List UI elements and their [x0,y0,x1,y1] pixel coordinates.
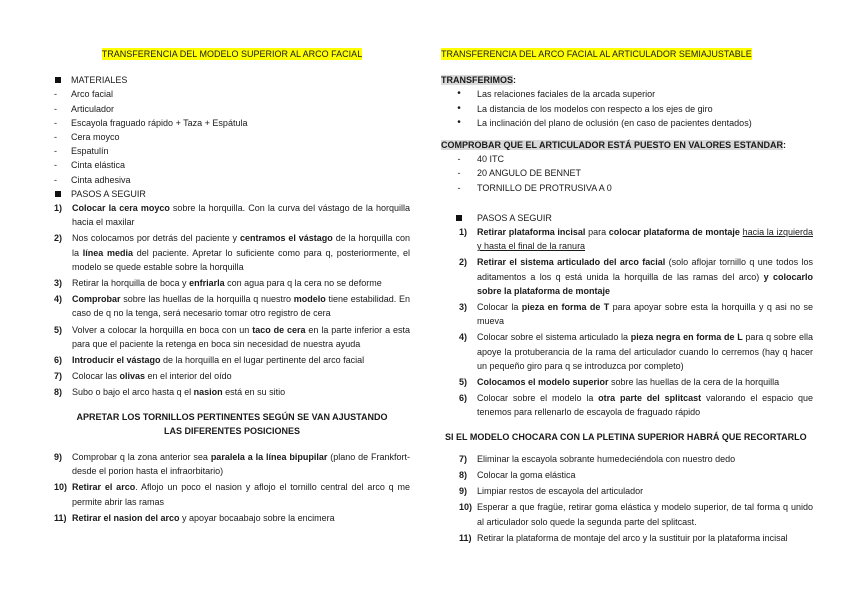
bullet-dot-icon: • [457,88,461,100]
square-bullet-icon [54,187,71,201]
step-number: 9) [54,452,63,463]
step-item [441,452,813,466]
material-item: - Cinta adhesiva [54,173,410,187]
step-item [54,231,410,274]
step-text: Nos colocamos por detrás del paciente y centramos el vástago de la horquilla con la línea media del paciente. Apretar lo suficiente como para q, posteriormente, el modelo se quede estable sobre la horquilla [72,233,410,272]
transferimos-list [441,87,813,130]
step-number: 10) [54,482,68,493]
right-steps-heading: PASOS A SEGUIR [441,211,813,225]
step-text: Retirar la plataforma de montaje del arco y la sustituir por la plataforma incisal [477,532,788,543]
step-number: 8) [54,387,63,398]
step-text: Subo o bajo el arco hasta q el nasion está en su sitio [72,387,286,398]
step-item [54,201,410,229]
step-number: 3) [459,302,468,313]
step-number: 6) [54,355,63,366]
right-title: TRANSFERENCIA DEL ARCO FACIAL AL ARTICULADOR SEMIAJUSTABLE [441,49,752,59]
standard-values-list [441,152,813,195]
step-text: Limpiar restos de escayola del articulador [477,486,644,497]
dash-bullet: - [54,174,57,185]
left-column [54,47,410,527]
step-text: Colocar la goma elástica [477,470,576,481]
left-section2-title: APRETAR LOS TORNILLOS PERTINENTES SEGÚN SE VAN AJUSTANDO LAS DIFERENTES POSICIONES [76,411,388,436]
transferimos-item: • Las relaciones faciales de la arcada superior [441,87,813,101]
step-text: Esperar a que fragüe, retirar goma elástica y modelo superior, de tal forma q unido al articulador solo quede la segunda parte del splitcast. [477,502,813,527]
standard-value-item: - 40 ITC [441,152,813,166]
transferimos-item: • La distancia de los modelos con respecto a los ejes de giro [441,102,813,116]
step-text: Volver a colocar la horquilla en boca con un taco de cera en la parte inferior a esta para que el paciente la retenga en boca sin necesidad de nuestra ayuda [72,324,410,349]
step-number: 1) [54,203,63,214]
right-column [441,47,813,547]
dash-bullet: - [54,146,57,157]
left-steps-list [54,201,410,400]
dash-bullet: - [54,160,57,171]
step-text: Colocamos el modelo superior sobre las huellas de la cera de la horquilla [477,377,780,388]
materials-heading: MATERIALES [54,73,410,87]
step-number: 8) [459,470,468,481]
step-text: Retirar el nasion del arco y apoyar bocaabajo sobre la encimera [72,512,335,523]
step-item [54,353,410,367]
square-bullet-icon [54,73,71,87]
right-steps-list [441,225,813,420]
left-steps2-list [54,450,410,525]
dash-bullet: - [457,168,461,179]
dash-bullet: - [457,182,461,193]
step-item [54,369,410,383]
step-item [54,323,410,351]
standard-value-item: - TORNILLO DE PROTRUSIVA A 0 [441,181,813,195]
step-text: Colocar sobre el modelo la otra parte del splitcast valorando el espacio que tenemos para rellenarlo de escayola de fraguado rápido [477,393,814,418]
right-section2-title: SI EL MODELO CHOCARA CON LA PLETINA SUPERIOR HABRÁ QUE RECORTARLO [445,431,807,442]
step-text: Comprobar sobre las huellas de la horquilla q nuestro modelo tiene estabilidad. En caso de q no la tenga, será necesario tomar otro registro de cera [72,294,410,319]
step-item [441,300,813,328]
step-item [54,292,410,320]
square-bullet-icon [441,211,477,225]
bullet-dot-icon: • [457,102,461,114]
transferimos-heading: TRANSFERIMOS: [441,75,516,86]
material-item: - Cinta elástica [54,158,410,172]
step-text: Introducir el vástago de la horquilla en el lugar pertinente del arco facial [72,355,365,366]
left-title: TRANSFERENCIA DEL MODELO SUPERIOR AL ARCO FACIAL [101,49,363,59]
step-item [441,391,813,419]
material-item: - Escayola fraguado rápido + Taza + Espátula [54,116,410,130]
step-number: 11) [459,532,472,543]
step-text: Colocar la cera moyco sobre la horquilla. Con la curva del vástago de la horquilla hacia el maxilar [72,203,410,228]
step-text: Colocar la pieza en forma de T para apoyar sobre esta la horquilla y q asi no se mueva [477,302,813,327]
dash-bullet: - [54,117,57,128]
dash-bullet: - [54,89,57,100]
material-item: - Articulador [54,102,410,116]
step-number: 5) [54,324,63,335]
step-number: 11) [54,512,67,523]
materials-list [54,87,410,186]
comprobar-heading: COMPROBAR QUE EL ARTICULADOR ESTÁ PUESTO EN VALORES ESTANDAR: [441,140,787,151]
step-item [441,330,813,373]
step-item [54,511,410,525]
step-number: 4) [459,332,468,343]
standard-value-item: - 20 ANGULO DE BENNET [441,166,813,180]
step-item [441,375,813,389]
step-number: 2) [459,257,468,268]
material-item: - Espatulín [54,144,410,158]
step-number: 1) [459,227,468,238]
step-text: Comprobar q la zona anterior sea paralela a la línea bipupilar (plano de Frankfort- desde el porion hasta el infraorbitario) [72,452,410,477]
step-item [54,276,410,290]
step-item [441,468,813,482]
step-text: Retirar la horquilla de boca y enfriarla con agua para q la cera no se deforme [72,278,382,289]
step-number: 9) [459,486,468,497]
material-item: - Arco facial [54,87,410,101]
step-text: Retirar plataforma incisal para colocar plataforma de montaje hacia la izquierda y hasta el final de la ranura [477,227,813,252]
step-item [54,450,410,478]
bullet-dot-icon: • [457,116,461,128]
material-item: - Cera moyco [54,130,410,144]
step-number: 6) [459,393,468,404]
step-text: Colocar sobre el sistema articulado la pieza negra en forma de L para q sobre ella apoye la protuberancia de la rama del articulador cuando lo cerremos (hay q hacer un pequeño giro para q se introduzca por completo) [477,332,814,371]
step-number: 5) [459,377,468,388]
step-text: Eliminar la escayola sobrante humedeciéndola con nuestro dedo [477,453,736,464]
step-item [54,480,410,508]
step-number: 7) [459,453,468,464]
dash-bullet: - [457,154,461,165]
step-item [441,500,813,528]
step-item [441,531,813,545]
step-item [441,255,813,298]
step-item [54,385,410,399]
dash-bullet: - [54,103,57,114]
step-text: Colocar las olivas en el interior del oído [72,371,232,382]
step-number: 2) [54,233,63,244]
step-number: 3) [54,278,63,289]
step-number: 10) [459,502,473,513]
dash-bullet: - [54,132,57,143]
step-item [441,484,813,498]
step-number: 4) [54,294,63,305]
transferimos-item: • La inclinación del plano de oclusión (en caso de pacientes dentados) [441,116,813,130]
left-steps-heading: PASOS A SEGUIR [54,187,410,201]
step-text: Retirar el arco. Aflojo un poco el nasion y aflojo el tornillo central del arco q me permite abrir las ramas [72,482,410,507]
right-steps2-list [441,452,813,545]
step-number: 7) [54,371,63,382]
step-item [441,225,813,253]
step-text: Retirar el sistema articulado del arco facial (solo aflojar tornillo q une todos los aditamentos a los q está unida la horquilla de las ramas del arco) y colocarlo sobre la plataforma de montaje [477,257,813,296]
